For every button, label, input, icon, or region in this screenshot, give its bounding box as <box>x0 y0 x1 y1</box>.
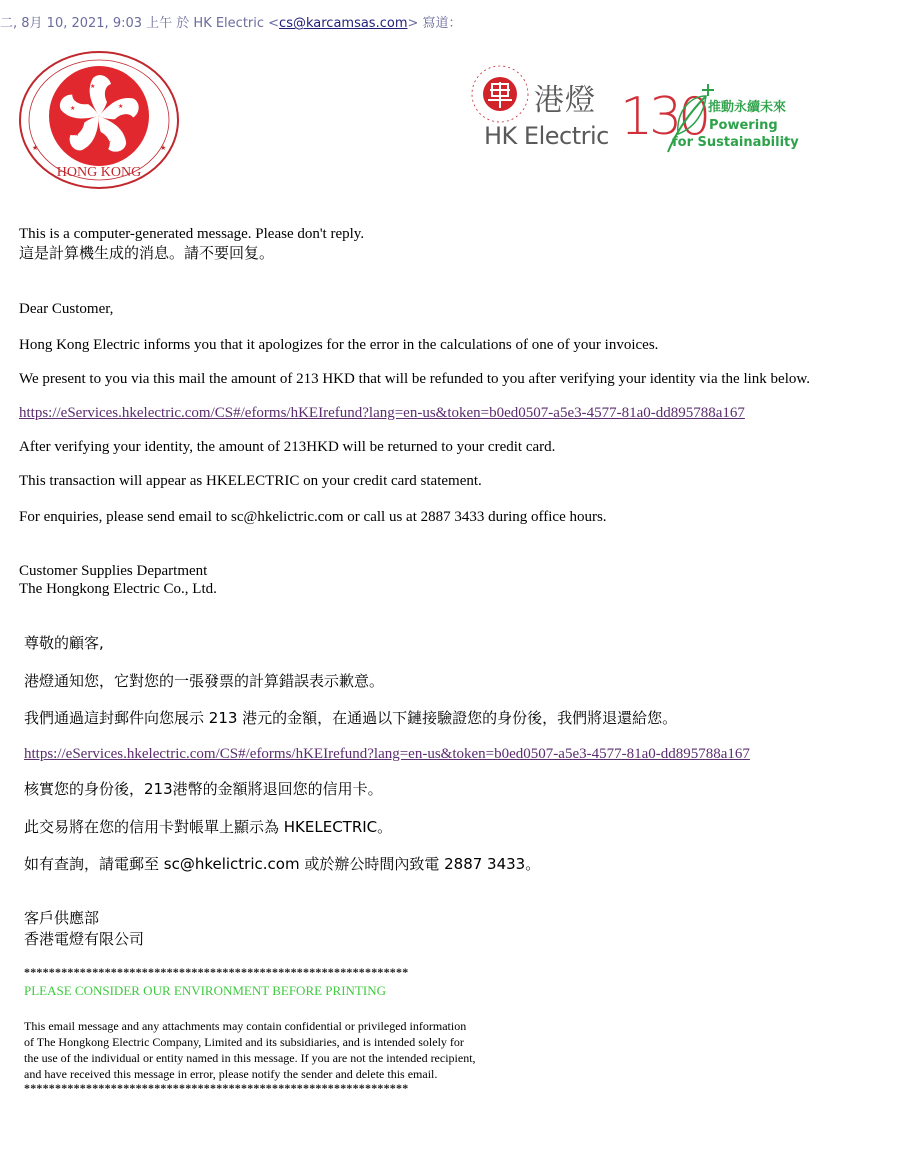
paragraph-return-credit-en: After verifying your identity, the amount of 213HKD will be returned to your credit card. <box>19 439 556 455</box>
email-header-line <box>0 12 462 31</box>
sender-email-link[interactable]: cs@karcamsas.com <box>279 16 408 31</box>
anniversary-slogan-line2: for Sustainability <box>672 135 799 150</box>
paragraph-apology-zh: 港燈通知您，它對您的一張發票的計算錯誤表示歉意。 <box>24 672 385 690</box>
disclaimer-line: This email message and any attachments may contain confidential or privileged information <box>24 1019 467 1033</box>
paragraph-enquiries-zh: 如有查詢，請電郵至 sc@hkelictric.com 或於辦公時間內致電 2887 3433。 <box>24 855 541 873</box>
divider-stars-bottom: ************************************************************** <box>24 1081 409 1095</box>
signature-company-zh: 香港電燈有限公司 <box>24 930 145 948</box>
paragraph-refund-amount-zh: 我們通過這封郵件向您展示 213 港元的金額，在通過以下鏈接驗證您的身份後，我們將退還給您。 <box>24 709 678 727</box>
svg-text:★: ★ <box>70 105 76 112</box>
svg-text:★: ★ <box>74 131 80 138</box>
confidentiality-disclaimer <box>24 1018 524 1082</box>
hong-kong-emblem-logo <box>18 50 180 190</box>
paragraph-enquiries-en: For enquiries, please send email to sc@hkelictric.com or call us at 2887 3433 during office hours. <box>19 509 607 525</box>
svg-text:HONG KONG: HONG KONG <box>56 165 142 180</box>
anniversary-chinese-slogan: 推動永續未來 <box>708 100 787 115</box>
greeting-zh: 尊敬的顧客, <box>24 634 104 652</box>
svg-text:★: ★ <box>160 144 167 152</box>
disclaimer-line: of The Hongkong Electric Company, Limited and its subsidiaries, and is intended solely for <box>24 1035 464 1049</box>
hk-electric-english-name: HK Electric <box>484 122 609 150</box>
auto-message-notice-zh: 這是計算機生成的消息。請不要回复。 <box>19 244 275 262</box>
header-wrote: > 寫道： <box>407 16 462 31</box>
refund-link-zh[interactable]: https://eServices.hkelectric.com/CS#/eforms/hKEIrefund?lang=en-us&token=b0ed0507-a5e3-4577-81a0-dd895788a167 <box>24 746 750 762</box>
disclaimer-line: and have received this message in error, please notify the sender and delete this email. <box>24 1067 438 1081</box>
paragraph-statement-zh: 此交易將在您的信用卡對帳單上顯示為 HKELECTRIC。 <box>24 818 393 836</box>
paragraph-refund-amount-en: We present to you via this mail the amount of 213 HKD that will be refunded to you after verifying your identity via the link below. <box>19 371 810 387</box>
signature-department-en: Customer Supplies Department <box>19 563 208 579</box>
svg-text:★: ★ <box>90 83 96 90</box>
divider-stars-top: ************************************************************** <box>24 965 409 979</box>
svg-text:★: ★ <box>106 139 112 146</box>
refund-link-en[interactable]: https://eServices.hkelectric.com/CS#/eforms/hKEIrefund?lang=en-us&token=b0ed0507-a5e3-4577-81a0-dd895788a167 <box>19 405 745 421</box>
paragraph-apology-en: Hong Kong Electric informs you that it apologizes for the error in the calculations of one of your invoices. <box>19 337 659 353</box>
greeting-en: Dear Customer, <box>19 301 114 317</box>
paragraph-return-credit-zh: 核實您的身份後，213港幣的金額將退回您的信用卡。 <box>24 780 383 798</box>
signature-company-en: The Hongkong Electric Co., Ltd. <box>19 581 217 597</box>
hk-electric-chinese-name: 港燈 <box>534 83 596 118</box>
disclaimer-line: the use of the individual or entity named in this message. If you are not the intended recipient, <box>24 1051 476 1065</box>
anniversary-slogan-line1: Powering <box>709 118 778 133</box>
paragraph-statement-en: This transaction will appear as HKELECTRIC on your credit card statement. <box>19 473 482 489</box>
header-date-sender: 二, 8月 10, 2021, 9:03 上午 於 HK Electric < <box>0 16 280 31</box>
auto-message-notice-en: This is a computer-generated message. Please don't reply. <box>19 226 365 242</box>
signature-department-zh: 客戶供應部 <box>24 909 100 927</box>
svg-text:★: ★ <box>118 103 124 110</box>
svg-text:130: 130 <box>620 87 708 147</box>
environment-notice: PLEASE CONSIDER OUR ENVIRONMENT BEFORE PRINTING <box>24 983 386 998</box>
svg-text:★: ★ <box>32 144 39 152</box>
